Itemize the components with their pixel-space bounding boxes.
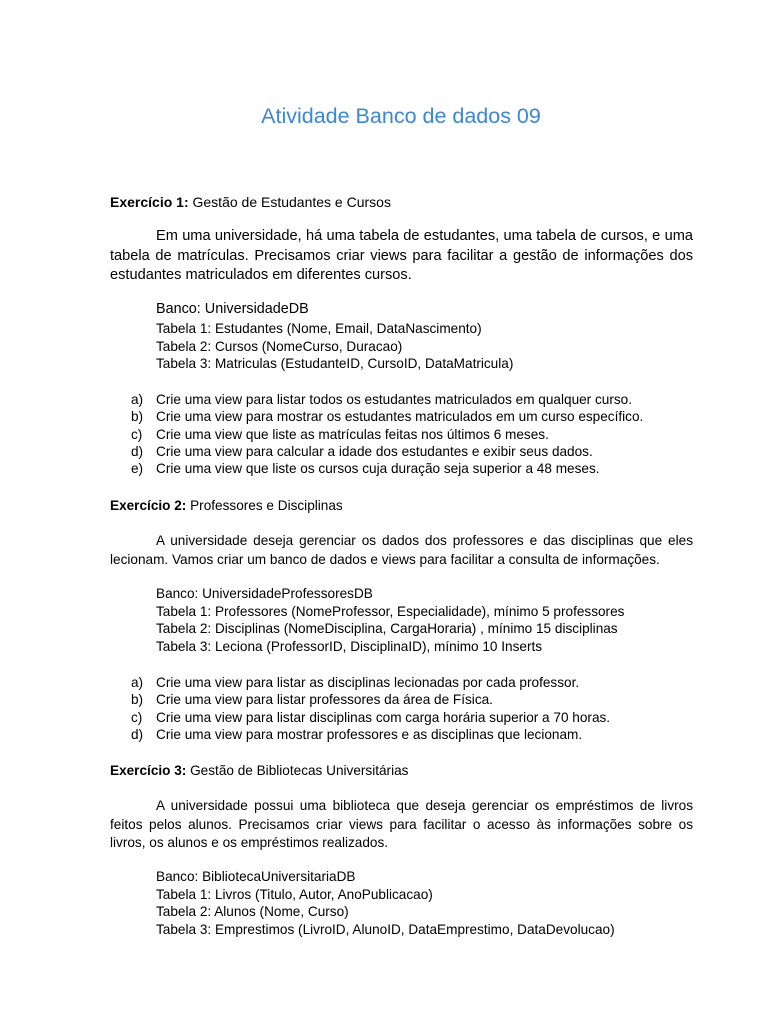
exercise-2-table: Tabela 2: Disciplinas (NomeDisciplina, CargaHoraria) , mínimo 15 disciplinas xyxy=(156,621,618,637)
exercise-2-table: Tabela 3: Leciona (ProfessorID, DisciplinaID), mínimo 10 Inserts xyxy=(156,638,543,654)
exercise-2-tasks xyxy=(131,674,610,743)
exercise-3-database: Banco: BibliotecaUniversitariaDB xyxy=(156,869,356,884)
list-item: b) Crie uma view para mostrar os estudantes matriculados em um curso específico. xyxy=(131,409,644,425)
exercise-1-table: Tabela 1: Estudantes (Nome, Email, DataNascimento) xyxy=(156,321,482,336)
exercise-2-title: Professores e Disciplinas xyxy=(190,498,343,513)
list-item: d) Crie uma view para mostrar professores e as disciplinas que lecionam. xyxy=(131,726,583,742)
exercise-3-table: Tabela 2: Alunos (Nome, Curso) xyxy=(156,904,349,920)
exercise-2-table: Tabela 1: Professores (NomeProfessor, Especialidade), mínimo 5 professores xyxy=(156,603,625,619)
list-item: d) Crie uma view para calcular a idade dos estudantes e exibir seus dados. xyxy=(131,443,593,459)
page-title: Atividade Banco de dados 09 xyxy=(261,104,541,128)
exercise-3-heading xyxy=(110,762,408,780)
exercise-1-database-block xyxy=(156,298,513,373)
exercise-1-table: Tabela 3: Matriculas (EstudanteID, CursoID, DataMatricula) xyxy=(156,356,514,372)
list-item: e) Crie uma view que liste os cursos cuja duração seja superior a 48 meses. xyxy=(131,461,600,477)
list-item: a) Crie uma view para listar todos os estudantes matriculados em qualquer curso. xyxy=(131,392,633,407)
exercise-2-paragraph: A universidade deseja gerenciar os dados dos professores e das disciplinas que eles lecionam. Vamos criar um banco de dados e views para facilitar a consulta de informações. xyxy=(110,533,693,567)
exercise-1-title: Gestão de Estudantes e Cursos xyxy=(192,194,391,210)
list-item: a) Crie uma view para listar as disciplinas lecionadas por cada professor. xyxy=(131,675,580,690)
list-item: c) Crie uma view para listar disciplinas com carga horária superior a 70 horas. xyxy=(131,709,611,725)
exercise-1-heading xyxy=(110,193,391,211)
exercise-1-tasks xyxy=(131,391,643,477)
exercise-3-table: Tabela 3: Emprestimos (LivroID, AlunoID, DataEmprestimo, DataDevolucao) xyxy=(156,921,615,937)
exercise-3-paragraph: A universidade possui uma biblioteca que deseja gerenciar os empréstimos de livros feitos pelos alunos. Precisamos criar views para facilitar o acesso às informações sobre os livros, os alunos e os empréstimos realizados. xyxy=(110,798,693,850)
exercise-1-database: Banco: UniversidadeDB xyxy=(156,301,309,317)
exercise-2-database: Banco: UniversidadeProfessoresDB xyxy=(156,586,373,601)
exercise-1-paragraph: Em uma universidade, há uma tabela de estudantes, uma tabela de cursos, e uma tabela de matrículas. Precisamos criar views para facilitar a gestão de informações dos estudantes matriculados em diferentes cursos. xyxy=(110,228,693,283)
exercise-3-label: Exercício 3: xyxy=(110,763,187,778)
exercise-2-heading xyxy=(110,497,343,515)
exercise-1-label: Exercício 1: xyxy=(110,194,189,210)
exercise-3-title: Gestão de Bibliotecas Universitárias xyxy=(190,763,409,778)
exercise-3-database-block xyxy=(156,868,615,938)
list-item: b) Crie uma view para listar professores da área de Física. xyxy=(131,692,493,708)
exercise-1-table: Tabela 2: Cursos (NomeCurso, Duracao) xyxy=(156,338,403,354)
exercise-2-label: Exercício 2: xyxy=(110,498,187,513)
list-item: c) Crie uma view que liste as matrículas feitas nos últimos 6 meses. xyxy=(131,426,549,442)
exercise-2-database-block xyxy=(156,585,624,655)
exercise-3-table: Tabela 1: Livros (Titulo, Autor, AnoPublicacao) xyxy=(156,886,433,902)
